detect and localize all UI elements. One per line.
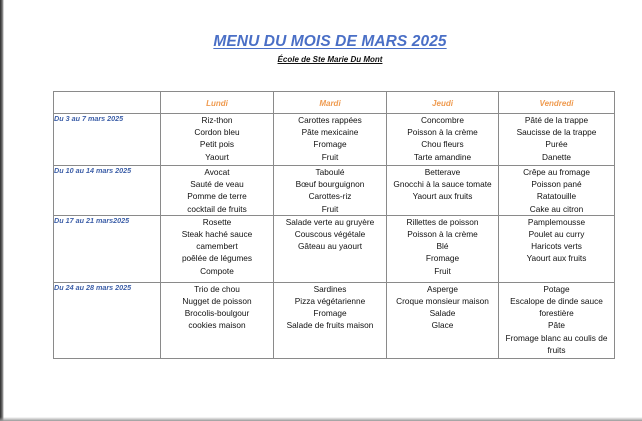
menu-item: Concombre xyxy=(421,115,464,125)
week-date: Du 3 au 7 mars 2025 xyxy=(54,114,161,166)
menu-cell-mardi xyxy=(274,114,387,166)
menu-item: Potage xyxy=(543,283,570,294)
menu-item: Steak haché sauce xyxy=(181,229,253,240)
menu-item: Fromage blanc au coulis de fruits xyxy=(505,332,608,355)
menu-item: Pamplemousse xyxy=(527,216,586,227)
menu-item: Gâteau au yaourt xyxy=(297,241,363,252)
menu-item: Couscous végétale xyxy=(294,229,366,240)
menu-item: Pizza végétarienne xyxy=(294,296,366,307)
menu-item: Haricots verts xyxy=(531,241,582,252)
menu-item: Pâte mexicaine xyxy=(301,127,359,138)
menu-item: Pâte xyxy=(547,320,566,331)
menu-item: Fruit xyxy=(321,151,339,162)
week-row xyxy=(54,282,615,358)
menu-item: Carottes rappées xyxy=(298,115,362,125)
menu-item: forestière xyxy=(539,308,574,319)
menu-cell-jeudi xyxy=(387,114,499,166)
week-date: Du 17 au 21 mars2025 xyxy=(54,215,161,282)
menu-cell-vendredi xyxy=(499,282,615,358)
menu-item: Danette xyxy=(541,151,572,162)
menu-item: Purée xyxy=(545,139,568,150)
day-header-mardi: Mardi xyxy=(274,92,387,114)
menu-item: Cordon bleu xyxy=(194,127,240,138)
menu-item: Salade xyxy=(429,308,456,319)
menu-item: Fromage xyxy=(313,139,347,150)
menu-item: Petit pois xyxy=(199,139,235,150)
menu-item: Brocolis-boulgour xyxy=(184,308,250,319)
menu-item: Yaourt aux fruits xyxy=(526,253,587,264)
menu-item: Pomme de terre xyxy=(187,191,247,202)
menu-item: Salade verte au gruyère xyxy=(285,216,375,227)
menu-item: Fromage xyxy=(313,308,347,319)
menu-item: Fromage xyxy=(425,253,460,264)
menu-cell-lundi xyxy=(161,215,274,282)
menu-cell-jeudi xyxy=(387,166,499,216)
menu-item: Poisson à la crème xyxy=(407,127,478,138)
menu-item: Croque monsieur maison xyxy=(396,296,489,307)
menu-cell-mardi xyxy=(274,166,387,216)
menu-item: Poulet au curry xyxy=(528,229,585,240)
menu-item: Compote xyxy=(200,265,234,276)
menu-table xyxy=(53,91,615,359)
menu-cell-vendredi xyxy=(499,114,615,166)
menu-item: Sauté de veau xyxy=(190,179,244,190)
menu-cell-vendredi xyxy=(499,166,615,216)
week-date: Du 10 au 14 mars 2025 xyxy=(54,166,161,216)
menu-item: Taboulé xyxy=(315,167,345,177)
menu-item: Fruit xyxy=(434,265,451,276)
menu-item: Carottes-riz xyxy=(308,191,352,202)
page-title: MENU DU MOIS DE MARS 2025 xyxy=(213,33,447,50)
week-row xyxy=(54,166,615,216)
menu-item: Trio de chou xyxy=(194,283,240,294)
menu-cell-vendredi xyxy=(499,215,615,282)
menu-item: Ratatouille xyxy=(536,191,577,202)
menu-item: Fruit xyxy=(321,203,339,214)
week-row xyxy=(54,215,615,282)
scan-shadow-bottom xyxy=(0,417,642,421)
menu-item: Glace xyxy=(431,320,454,331)
menu-cell-lundi xyxy=(161,114,274,166)
menu-cell-mardi xyxy=(274,215,387,282)
menu-item: Bœuf bourguignon xyxy=(295,179,365,190)
week-row xyxy=(54,114,615,166)
school-name: École de Ste Marie Du Mont xyxy=(277,55,383,64)
week-date: Du 24 au 28 mars 2025 xyxy=(54,282,161,358)
menu-item: camembert xyxy=(196,241,238,252)
menu-item: Cake au citron xyxy=(529,203,584,214)
menu-item: Saucisse de la trappe xyxy=(516,127,597,138)
menu-item: Nugget de poisson xyxy=(182,296,252,307)
menu-item: poêlée de légumes xyxy=(181,253,253,264)
menu-item: cookies maison xyxy=(188,320,246,331)
menu-item: Salade de fruits maison xyxy=(286,320,374,331)
day-header-vendredi: Vendredi xyxy=(499,92,615,114)
menu-item: Sardines xyxy=(313,283,347,294)
menu-item: Asperge xyxy=(427,283,458,294)
menu-cell-jeudi xyxy=(387,282,499,358)
menu-item: Rillettes de poisson xyxy=(406,216,479,227)
menu-item: Riz-thon xyxy=(201,115,233,125)
menu-item: Pâté de la trappe xyxy=(524,115,589,125)
day-header-jeudi: Jeudi xyxy=(387,92,499,114)
menu-cell-lundi xyxy=(161,282,274,358)
menu-item: Yaourt aux fruits xyxy=(412,191,473,202)
menu-item: Yaourt xyxy=(205,151,229,162)
menu-item: Poisson à la crème xyxy=(407,229,478,240)
menu-cell-jeudi xyxy=(387,215,499,282)
menu-item: Poisson pané xyxy=(531,179,582,190)
menu-item: Rosette xyxy=(202,216,232,227)
menu-item: Tarte amandine xyxy=(413,151,472,162)
header-row xyxy=(54,92,615,114)
menu-item: cocktail de fruits xyxy=(187,203,247,214)
menu-item: Escalope de dinde sauce xyxy=(510,296,603,307)
corner-cell xyxy=(54,92,161,114)
day-header-lundi: Lundi xyxy=(161,92,274,114)
menu-item: Chou fleurs xyxy=(421,139,464,150)
menu-cell-lundi xyxy=(161,166,274,216)
menu-item: Betterave xyxy=(424,167,461,177)
menu-item: Avocat xyxy=(204,167,230,177)
menu-cell-mardi xyxy=(274,282,387,358)
menu-item: Blé xyxy=(436,241,449,252)
menu-item: Gnocchi à la sauce tomate xyxy=(393,179,492,190)
menu-item: Crêpe au fromage xyxy=(523,167,590,177)
